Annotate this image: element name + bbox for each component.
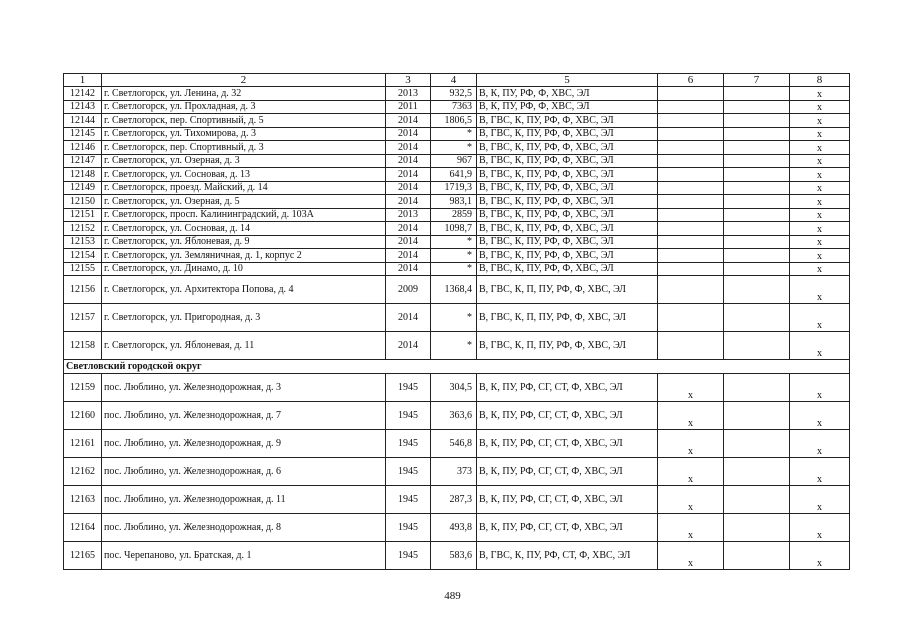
area-cell: 641,9 [431,168,477,182]
mark-cell-7 [724,100,790,114]
area-cell: 304,5 [431,374,477,402]
address-cell: г. Светлогорск, ул. Яблоневая, д. 9 [102,235,386,249]
mark-cell-6 [658,195,724,209]
mark-cell-6: х [658,374,724,402]
area-cell: 1806,5 [431,114,477,128]
address-cell: г. Светлогорск, ул. Яблоневая, д. 11 [102,332,386,360]
address-cell: г. Светлогорск, ул. Ленина, д. 32 [102,87,386,101]
row-number-cell: 12149 [64,181,102,195]
table-row [64,114,850,128]
address-cell: г. Светлогорск, ул. Сосновая, д. 14 [102,222,386,236]
year-cell: 1945 [386,430,431,458]
table-row [64,168,850,182]
table-row [64,430,850,458]
mark-cell-8: х [790,458,850,486]
year-cell: 2014 [386,262,431,276]
section-row [64,360,850,374]
mark-cell-8: х [790,114,850,128]
systems-cell: В, ГВС, К, ПУ, РФ, Ф, ХВС, ЭЛ [477,141,658,155]
address-cell: г. Светлогорск, проезд. Майский, д. 14 [102,181,386,195]
mark-cell-8: х [790,430,850,458]
area-cell: 967 [431,154,477,168]
systems-cell: В, ГВС, К, ПУ, РФ, Ф, ХВС, ЭЛ [477,181,658,195]
mark-cell-7 [724,458,790,486]
mark-cell-6 [658,168,724,182]
address-cell: пос. Люблино, ул. Железнодорожная, д. 6 [102,458,386,486]
mark-cell-8: х [790,262,850,276]
systems-cell: В, ГВС, К, П, ПУ, РФ, Ф, ХВС, ЭЛ [477,332,658,360]
address-cell: г. Светлогорск, пер. Спортивный, д. 3 [102,141,386,155]
year-cell: 2014 [386,235,431,249]
address-cell: пос. Люблино, ул. Железнодорожная, д. 9 [102,430,386,458]
mark-cell-6 [658,100,724,114]
mark-cell-8: х [790,181,850,195]
mark-cell-7 [724,304,790,332]
mark-cell-6 [658,87,724,101]
table-row [64,222,850,236]
column-header: 2 [102,74,386,87]
address-cell: г. Светлогорск, ул. Прохладная, д. 3 [102,100,386,114]
year-cell: 1945 [386,458,431,486]
mark-cell-6 [658,222,724,236]
systems-cell: В, ГВС, К, ПУ, РФ, Ф, ХВС, ЭЛ [477,262,658,276]
row-number-cell: 12154 [64,249,102,263]
address-cell: г. Светлогорск, ул. Тихомирова, д. 3 [102,127,386,141]
area-cell: 1098,7 [431,222,477,236]
mark-cell-8: х [790,514,850,542]
area-cell: * [431,262,477,276]
mark-cell-8: х [790,332,850,360]
systems-cell: В, К, ПУ, РФ, СГ, СТ, Ф, ХВС, ЭЛ [477,402,658,430]
area-cell: * [431,304,477,332]
mark-cell-8: х [790,374,850,402]
table-row [64,374,850,402]
mark-cell-7 [724,542,790,570]
row-number-cell: 12165 [64,542,102,570]
year-cell: 1945 [386,402,431,430]
table-row [64,262,850,276]
row-number-cell: 12146 [64,141,102,155]
row-number-cell: 12142 [64,87,102,101]
mark-cell-7 [724,332,790,360]
mark-cell-6 [658,141,724,155]
mark-cell-8: х [790,154,850,168]
mark-cell-8: х [790,235,850,249]
row-number-cell: 12152 [64,222,102,236]
mark-cell-8: х [790,195,850,209]
year-cell: 2014 [386,181,431,195]
systems-cell: В, К, ПУ, РФ, Ф, ХВС, ЭЛ [477,100,658,114]
systems-cell: В, ГВС, К, ПУ, РФ, Ф, ХВС, ЭЛ [477,208,658,222]
mark-cell-6 [658,114,724,128]
year-cell: 2014 [386,304,431,332]
table-row [64,100,850,114]
mark-cell-8: х [790,304,850,332]
area-cell: 287,3 [431,486,477,514]
area-cell: 1368,4 [431,276,477,304]
year-cell: 2014 [386,222,431,236]
mark-cell-6: х [658,430,724,458]
year-cell: 2013 [386,87,431,101]
year-cell: 2014 [386,141,431,155]
address-cell: г. Светлогорск, ул. Земляничная, д. 1, корпус 2 [102,249,386,263]
area-cell: * [431,127,477,141]
page-number: 489 [444,590,461,602]
mark-cell-8: х [790,542,850,570]
row-number-cell: 12150 [64,195,102,209]
area-cell: * [431,332,477,360]
address-cell: пос. Черепаново, ул. Братская, д. 1 [102,542,386,570]
address-cell: г. Светлогорск, ул. Архитектора Попова, д. 4 [102,276,386,304]
table-row [64,208,850,222]
table-row [64,276,850,304]
year-cell: 2014 [386,154,431,168]
year-cell: 1945 [386,374,431,402]
systems-cell: В, ГВС, К, ПУ, РФ, Ф, ХВС, ЭЛ [477,154,658,168]
mark-cell-6: х [658,458,724,486]
year-cell: 2009 [386,276,431,304]
row-number-cell: 12151 [64,208,102,222]
table-row [64,249,850,263]
mark-cell-7 [724,222,790,236]
mark-cell-6: х [658,486,724,514]
row-number-cell: 12143 [64,100,102,114]
area-cell: 583,6 [431,542,477,570]
mark-cell-7 [724,141,790,155]
table-row [64,195,850,209]
address-cell: пос. Люблино, ул. Железнодорожная, д. 7 [102,402,386,430]
table-row [64,458,850,486]
row-number-cell: 12157 [64,304,102,332]
mark-cell-7 [724,514,790,542]
mark-cell-8: х [790,100,850,114]
row-number-cell: 12161 [64,430,102,458]
table-row [64,141,850,155]
column-header: 6 [658,74,724,87]
row-number-cell: 12159 [64,374,102,402]
year-cell: 2014 [386,332,431,360]
address-cell: г. Светлогорск, ул. Сосновая, д. 13 [102,168,386,182]
year-cell: 2011 [386,100,431,114]
mark-cell-8: х [790,222,850,236]
address-cell: г. Светлогорск, ул. Динамо, д. 10 [102,262,386,276]
mark-cell-7 [724,486,790,514]
systems-cell: В, ГВС, К, ПУ, РФ, Ф, ХВС, ЭЛ [477,222,658,236]
table-row [64,87,850,101]
column-header: 1 [64,74,102,87]
mark-cell-7 [724,208,790,222]
address-cell: г. Светлогорск, ул. Озерная, д. 5 [102,195,386,209]
systems-cell: В, ГВС, К, П, ПУ, РФ, Ф, ХВС, ЭЛ [477,276,658,304]
header-row [64,74,850,87]
mark-cell-7 [724,402,790,430]
mark-cell-7 [724,154,790,168]
mark-cell-8: х [790,87,850,101]
systems-cell: В, К, ПУ, РФ, СГ, СТ, Ф, ХВС, ЭЛ [477,430,658,458]
row-number-cell: 12156 [64,276,102,304]
table-body [64,74,850,570]
mark-cell-7 [724,181,790,195]
address-cell: пос. Люблино, ул. Железнодорожная, д. 3 [102,374,386,402]
column-header: 5 [477,74,658,87]
year-cell: 1945 [386,514,431,542]
address-cell: г. Светлогорск, ул. Пригородная, д. 3 [102,304,386,332]
row-number-cell: 12144 [64,114,102,128]
table-row [64,486,850,514]
mark-cell-6 [658,332,724,360]
systems-cell: В, К, ПУ, РФ, СГ, СТ, Ф, ХВС, ЭЛ [477,374,658,402]
systems-cell: В, К, ПУ, РФ, СГ, СТ, Ф, ХВС, ЭЛ [477,458,658,486]
address-cell: г. Светлогорск, пер. Спортивный, д. 5 [102,114,386,128]
mark-cell-8: х [790,127,850,141]
address-cell: г. Светлогорск, ул. Озерная, д. 3 [102,154,386,168]
mark-cell-6 [658,235,724,249]
table-row [64,154,850,168]
area-cell: 1719,3 [431,181,477,195]
year-cell: 2014 [386,249,431,263]
mark-cell-7 [724,276,790,304]
mark-cell-6: х [658,542,724,570]
mark-cell-7 [724,168,790,182]
systems-cell: В, ГВС, К, ПУ, РФ, СТ, Ф, ХВС, ЭЛ [477,542,658,570]
systems-cell: В, К, ПУ, РФ, СГ, СТ, Ф, ХВС, ЭЛ [477,514,658,542]
area-cell: 373 [431,458,477,486]
column-header: 3 [386,74,431,87]
row-number-cell: 12160 [64,402,102,430]
systems-cell: В, ГВС, К, ПУ, РФ, Ф, ХВС, ЭЛ [477,195,658,209]
year-cell: 2013 [386,208,431,222]
table-row [64,332,850,360]
mark-cell-6 [658,249,724,263]
systems-cell: В, К, ПУ, РФ, Ф, ХВС, ЭЛ [477,87,658,101]
table-row [64,181,850,195]
year-cell: 2014 [386,168,431,182]
mark-cell-7 [724,430,790,458]
year-cell: 2014 [386,114,431,128]
row-number-cell: 12158 [64,332,102,360]
housing-registry-table [63,73,850,570]
row-number-cell: 12148 [64,168,102,182]
mark-cell-6 [658,262,724,276]
row-number-cell: 12162 [64,458,102,486]
table-row [64,514,850,542]
mark-cell-6: х [658,514,724,542]
mark-cell-8: х [790,402,850,430]
mark-cell-8: х [790,168,850,182]
area-cell: 493,8 [431,514,477,542]
table-row [64,127,850,141]
column-header: 8 [790,74,850,87]
mark-cell-6 [658,181,724,195]
area-cell: 983,1 [431,195,477,209]
systems-cell: В, К, ПУ, РФ, СГ, СТ, Ф, ХВС, ЭЛ [477,486,658,514]
table-row [64,235,850,249]
mark-cell-8: х [790,141,850,155]
table-row [64,402,850,430]
area-cell: 546,8 [431,430,477,458]
area-cell: 363,6 [431,402,477,430]
area-cell: * [431,141,477,155]
mark-cell-7 [724,235,790,249]
mark-cell-6 [658,304,724,332]
mark-cell-8: х [790,208,850,222]
address-cell: пос. Люблино, ул. Железнодорожная, д. 11 [102,486,386,514]
systems-cell: В, ГВС, К, П, ПУ, РФ, Ф, ХВС, ЭЛ [477,304,658,332]
systems-cell: В, ГВС, К, ПУ, РФ, Ф, ХВС, ЭЛ [477,114,658,128]
address-cell: г. Светлогорск, просп. Калининградский, д. 103А [102,208,386,222]
row-number-cell: 12163 [64,486,102,514]
systems-cell: В, ГВС, К, ПУ, РФ, Ф, ХВС, ЭЛ [477,249,658,263]
year-cell: 1945 [386,542,431,570]
year-cell: 1945 [386,486,431,514]
mark-cell-7 [724,114,790,128]
row-number-cell: 12145 [64,127,102,141]
mark-cell-7 [724,249,790,263]
mark-cell-7 [724,87,790,101]
area-cell: * [431,235,477,249]
mark-cell-8: х [790,249,850,263]
mark-cell-8: х [790,486,850,514]
year-cell: 2014 [386,127,431,141]
systems-cell: В, ГВС, К, ПУ, РФ, Ф, ХВС, ЭЛ [477,235,658,249]
year-cell: 2014 [386,195,431,209]
area-cell: 7363 [431,100,477,114]
column-header: 4 [431,74,477,87]
mark-cell-6 [658,208,724,222]
area-cell: * [431,249,477,263]
area-cell: 932,5 [431,87,477,101]
area-cell: 2859 [431,208,477,222]
mark-cell-8: х [790,276,850,304]
column-header: 7 [724,74,790,87]
systems-cell: В, ГВС, К, ПУ, РФ, Ф, ХВС, ЭЛ [477,127,658,141]
row-number-cell: 12164 [64,514,102,542]
address-cell: пос. Люблино, ул. Железнодорожная, д. 8 [102,514,386,542]
mark-cell-6 [658,276,724,304]
mark-cell-6 [658,154,724,168]
systems-cell: В, ГВС, К, ПУ, РФ, Ф, ХВС, ЭЛ [477,168,658,182]
table-row [64,304,850,332]
mark-cell-7 [724,262,790,276]
table-row [64,542,850,570]
row-number-cell: 12147 [64,154,102,168]
mark-cell-6 [658,127,724,141]
mark-cell-7 [724,374,790,402]
section-title: Светловский городской округ [64,360,850,374]
mark-cell-6: х [658,402,724,430]
mark-cell-7 [724,127,790,141]
row-number-cell: 12153 [64,235,102,249]
row-number-cell: 12155 [64,262,102,276]
mark-cell-7 [724,195,790,209]
